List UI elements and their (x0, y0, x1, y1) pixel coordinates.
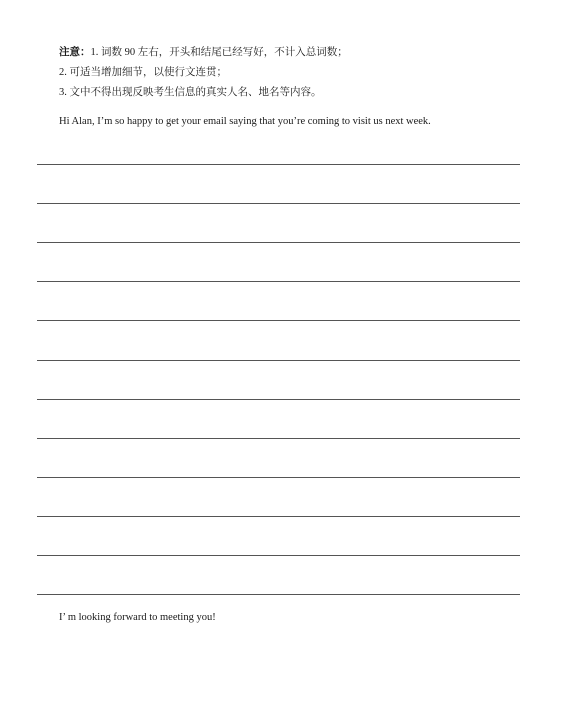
note-item-2: 2. 可适当增加细节，以使行文连贯； (59, 67, 227, 78)
writing-line (37, 477, 520, 478)
letter-closing: I’ m looking forward to meeting you! (59, 612, 216, 623)
writing-line (37, 399, 520, 400)
writing-line (37, 555, 520, 556)
writing-line (37, 242, 520, 243)
writing-line (37, 516, 520, 517)
writing-line (37, 281, 520, 282)
writing-line (37, 203, 520, 204)
writing-line (37, 594, 520, 595)
writing-line (37, 360, 520, 361)
writing-line (37, 164, 520, 165)
writing-area[interactable] (37, 0, 520, 704)
letter-opening: Hi Alan, I’m so happy to get your email saying that you’re coming to visit us next week. (59, 116, 431, 127)
writing-line (37, 438, 520, 439)
note-label: 注意： (59, 46, 91, 58)
note-item-1-text: 1. 词数 90 左右，开头和结尾已经写好，不计入总词数； (90, 47, 348, 58)
writing-line (37, 320, 520, 321)
note-item-3: 3. 文中不得出现反映考生信息的真实人名、地名等内容。 (59, 87, 322, 98)
